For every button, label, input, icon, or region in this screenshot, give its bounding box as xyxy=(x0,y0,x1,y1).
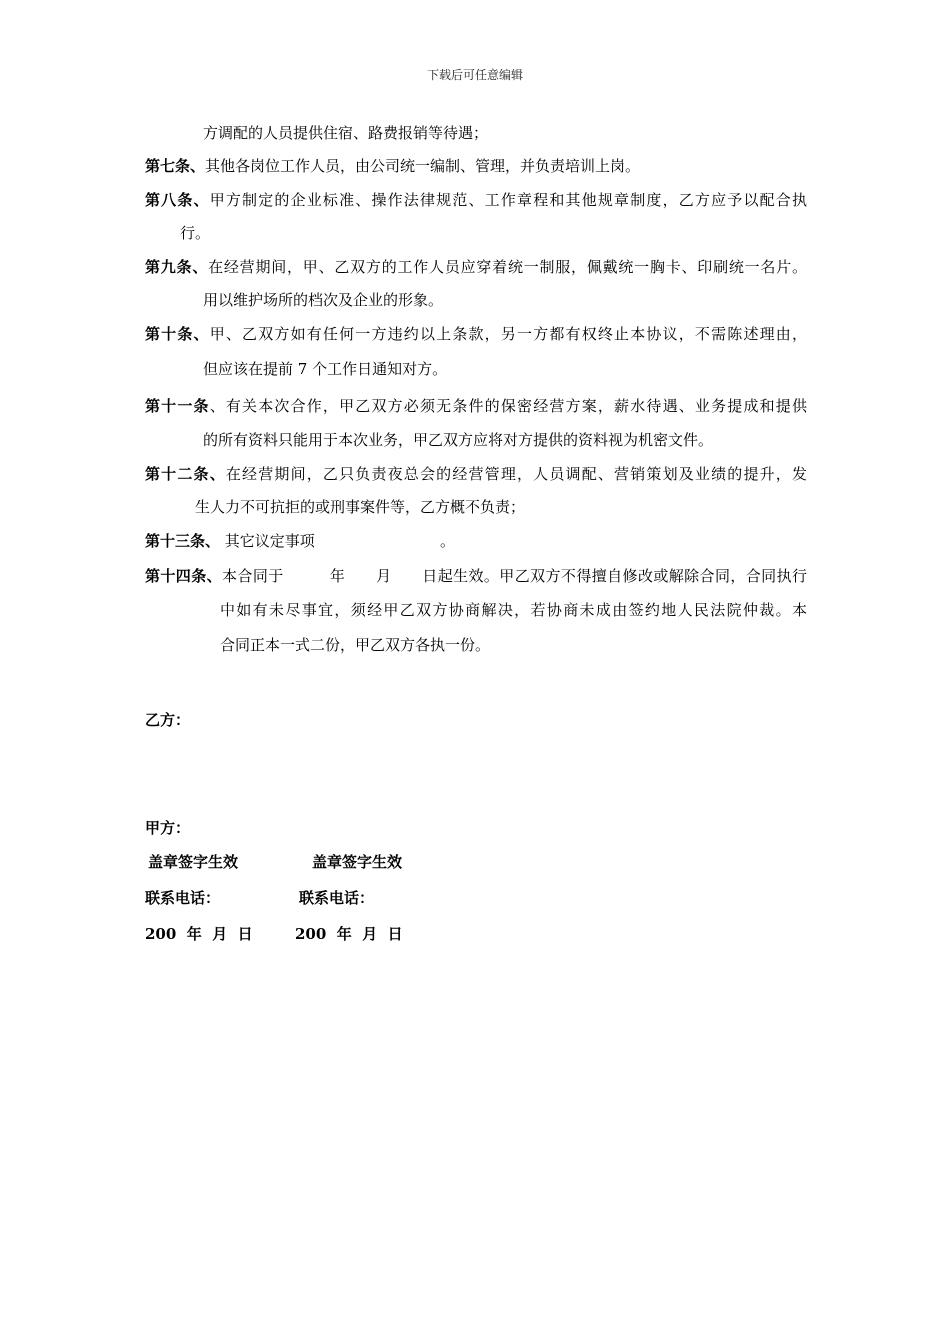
clause-14-line2: 中如有未尽事宜，须经甲乙双方协商解决，若协商未成由签约地人民法院仲裁。本 xyxy=(220,601,807,619)
phone-left: 联系电话： xyxy=(145,889,221,907)
clause-11-text-1: 、有关本次合作，甲乙双方必须无条件的保密经营方案，薪水待遇、业务提成和提供 xyxy=(209,397,807,415)
clause-13-label: 第十三条、 xyxy=(145,532,221,550)
clause-7 xyxy=(145,156,640,176)
party-a-label: 甲方： xyxy=(145,819,191,837)
clause-12-label: 第十二条、 xyxy=(145,465,226,483)
clause-12-text-1: 在经营期间，乙只负责夜总会的经营管理，人员调配、营销策划及业绩的提升，发 xyxy=(225,465,807,483)
clause-8-line2: 行。 xyxy=(180,224,211,242)
clause-8-text-1: 甲方制定的企业标准、操作法律规范、工作章程和其他规章制度，乙方应予以配合执 xyxy=(209,191,807,209)
clause-14-line1 xyxy=(145,566,807,586)
clause-8-line1 xyxy=(145,190,807,210)
clause-11-line1 xyxy=(145,396,807,416)
clause-6-continuation: 方调配的人员提供住宿、路费报销等待遇； xyxy=(203,124,489,142)
clause-12-line2: 生人力不可抗拒的或刑事案件等，乙方概不负责； xyxy=(195,498,526,516)
clause-14-text-1: 本合同于 年 月 日起生效。甲乙双方不得擅自修改或解除合同，合同执行 xyxy=(222,567,807,585)
clause-7-text: 其他各岗位工作人员，由公司统一编制、管理，并负责培训上岗。 xyxy=(205,157,641,175)
clause-9-line2: 用以维护场所的档次及企业的形象。 xyxy=(203,291,444,309)
clause-7-label: 第七条、 xyxy=(145,157,206,175)
clause-8-label: 第八条、 xyxy=(145,191,210,209)
date-right: 200 年 月 日 xyxy=(295,925,403,943)
clause-10-text-1: 甲、乙双方如有任何一方违约以上条款，另一方都有权终止本协议，不需陈述理由， xyxy=(209,325,807,343)
clause-13 xyxy=(145,531,315,551)
seal-left: 盖章签字生效 xyxy=(148,853,239,871)
clause-10-label: 第十条、 xyxy=(145,325,210,343)
clause-11-label: 第十一条 xyxy=(145,397,210,415)
page-header: 下载后可任意编辑 xyxy=(426,68,523,82)
seal-right: 盖章签字生效 xyxy=(312,853,403,871)
clause-9-line1 xyxy=(145,257,807,277)
clause-13-end: 。 xyxy=(440,532,456,550)
clause-9-label: 第九条、 xyxy=(145,258,209,276)
clause-10-line2: 但应该在提前 7 个工作日通知对方。 xyxy=(203,360,448,378)
date-left: 200 年 月 日 xyxy=(145,925,253,943)
clause-11-line2: 的所有资料只能用于本次业务，甲乙双方应将对方提供的资料视为机密文件。 xyxy=(203,431,714,449)
clause-13-text: 其它议定事项 xyxy=(224,532,315,550)
clause-10-line1 xyxy=(145,324,807,344)
clause-9-text-1: 在经营期间，甲、乙双方的工作人员应穿着统一制服，佩戴统一胸卡、印刷统一名片。 xyxy=(208,258,807,276)
clause-12-line1 xyxy=(145,464,807,484)
clause-14-label: 第十四条、 xyxy=(145,567,223,585)
phone-right: 联系电话： xyxy=(299,889,375,907)
clause-14-line3: 合同正本一式二份，甲乙双方各执一份。 xyxy=(220,636,491,654)
party-b-label: 乙方： xyxy=(145,711,191,729)
